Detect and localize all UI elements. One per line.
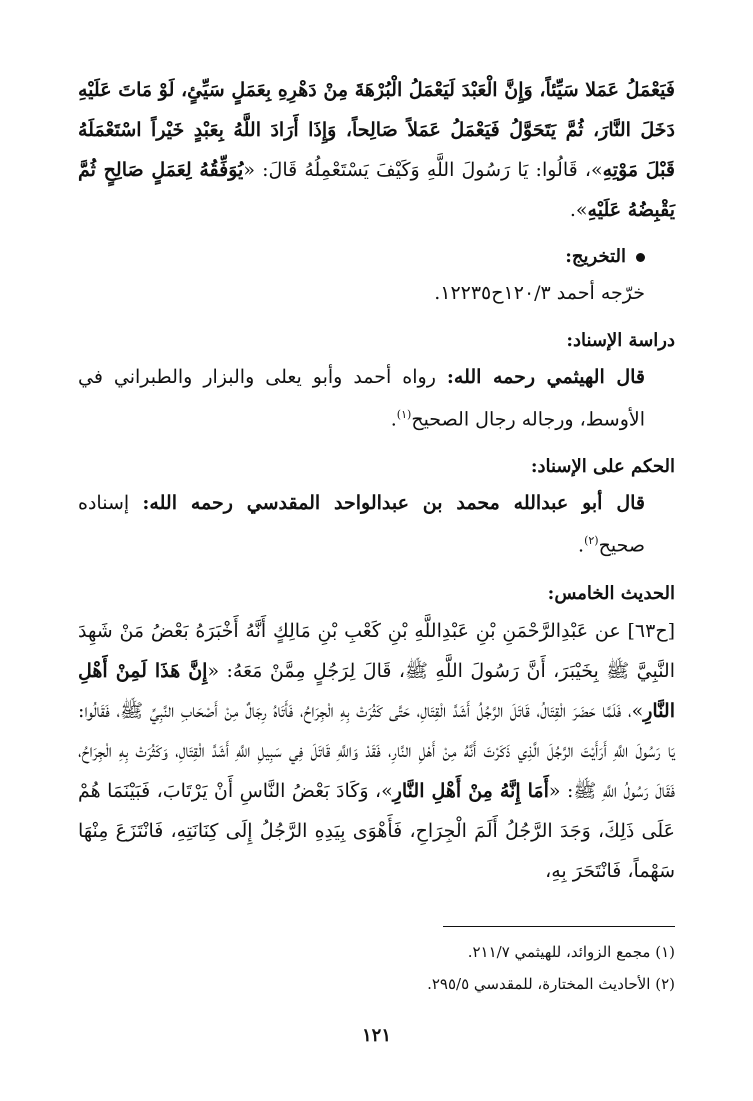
hadith5-text-4: أَمَا إِنَّهُ مِنْ أَهْلِ النَّارِ [392,779,549,802]
hadith5-text-2: إِنَّ هَذَا لَمِنْ أَهْلِ النَّارِ [78,659,675,722]
hukm-end: . [578,534,585,557]
isnad-end: . [390,408,397,431]
hukm-paragraph [78,484,675,564]
page-number: ١٢١ [361,1025,391,1046]
isnad-footnote-mark: (١) [396,408,412,421]
document-page [78,70,675,1070]
opening-text-4: يُوَفِّقُهُ لِعَمَلٍ صَالِحٍ ثُمَّ يَقْبِضُهُ عَلَيْهِ [78,159,675,221]
bullet-icon [636,253,645,262]
hukm-speaker: قال أبو عبدالله محمد بن عبدالواحد المقدسي رحمه الله: [142,492,645,515]
opening-text-5: ». [569,199,588,221]
footnote-2: (٢) الأحاديث المختارة، للمقدسي ٢٩٥/٥. [427,975,675,993]
opening-paragraph [78,70,675,230]
hukm-footnote-mark: (٢) [584,534,599,548]
hadith5-heading: الحديث الخامس: [547,582,675,604]
takhrij-text: خرّجه أحمد ١٢٠/٣ح١٢٢٣٥. [434,282,645,304]
footnotes [78,936,675,1000]
hadith5-text-5: »، وَكَادَ بَعْضُ النَّاسِ أَنْ يَرْتَابَ، فَبَيْنَمَا هُمْ عَلَى ذَلِكَ، وَجَدَ الرَّجُلُ أَلَمَ الْجِرَاحِ، فَأَهْوَى بِيَدِهِ الرَّجُلُ إِلَى كِنَانَتِهِ، فَانْتَزَعَ مِنْهَا سَهْماً، فَانْتَحَرَ بِهِ، [78,779,675,882]
hadith5-text-1: [ح٦٣] عن عَبْدِالرَّحْمَنِ بْنِ عَبْدِاللَّهِ بْنِ كَعْبِ بْنِ مَالِكٍ أَنَّهُ أَخْبَرَهُ بَعْضُ مَنْ شَهِدَ النَّبِيَّ ﷺ بِخَيْبَرَ، أَنَّ رَسُولَ اللَّهِ ﷺ، قَالَ لِرَجُلٍ مِمَّنْ مَعَهُ: « [78,619,675,682]
footnote-1: (١) مجمع الزوائد، للهيثمي ٢١١/٧. [467,943,675,961]
hukm-heading: الحكم على الإسناد: [530,456,675,478]
hadith5-text-3: »، فَلَمَّا حَضَرَ الْقِتَالُ، قَاتَلَ الرَّجُلُ أَشَدَّ الْقِتَالِ، حَتَّى كَثُرَتْ بِهِ الْجِرَاحُ، فَأَتَاهُ رِجَالٌ مِنْ أَصْحَابِ النَّبِيِّ ﷺ، فَقَالُوا: يَا رَسُولَ اللَّهِ أَرَأَيْتَ الرَّجُلَ الَّذِي ذَكَرْتَ أَنَّهُ مِنْ أَهْلِ النَّارِ، فَقَدْ وَاللَّهِ قَاتَلَ فِي سَبِيلِ اللَّهِ أَشَدَّ الْقِتَالِ، وَكَثُرَتْ بِهِ الْجِرَاحُ، فَقَالَ رَسُولُ اللَّهِ ﷺ: « [78,699,675,802]
hukm-text: إسناده صحيح [78,492,645,557]
opening-text-2: وَإِنَّ الْعَبْدَ لَيَعْمَلُ الْبُرْهَةَ مِنْ دَهْرِهِ بِعَمَلٍ سَيِّئٍ، لَوْ مَاتَ عَلَيْهِ دَخَلَ النَّارَ، ثُمَّ يَتَحَوَّلُ فَيَعْمَلُ عَمَلاً صَالِحاً، وَإِذَا أَرَادَ اللَّهُ بِعَبْدٍ خَيْراً اسْتَعْمَلَهُ قَبْلَ مَوْتِهِ [78,79,675,181]
isnad-speaker: قال الهيثمي رحمه الله: [446,366,645,388]
hadith5-paragraph [78,611,675,891]
isnad-paragraph [78,358,675,438]
opening-text-1: فَيَعْمَلُ عَمَلا سَيِّئاً، [532,79,675,101]
footnote-divider [443,926,675,927]
takhrij-heading-text: التخريج: [565,246,626,267]
takhrij-heading [78,240,675,274]
opening-text-3: »، قَالُوا: يَا رَسُولَ اللَّهِ وَكَيْفَ يَسْتَعْمِلُهُ قَالَ: « [243,159,603,181]
isnad-heading: دراسة الإسناد: [566,330,675,351]
isnad-text: رواه أحمد وأبو يعلى والبزار والطبراني في الأوسط، ورجاله رجال الصحيح [78,366,645,431]
